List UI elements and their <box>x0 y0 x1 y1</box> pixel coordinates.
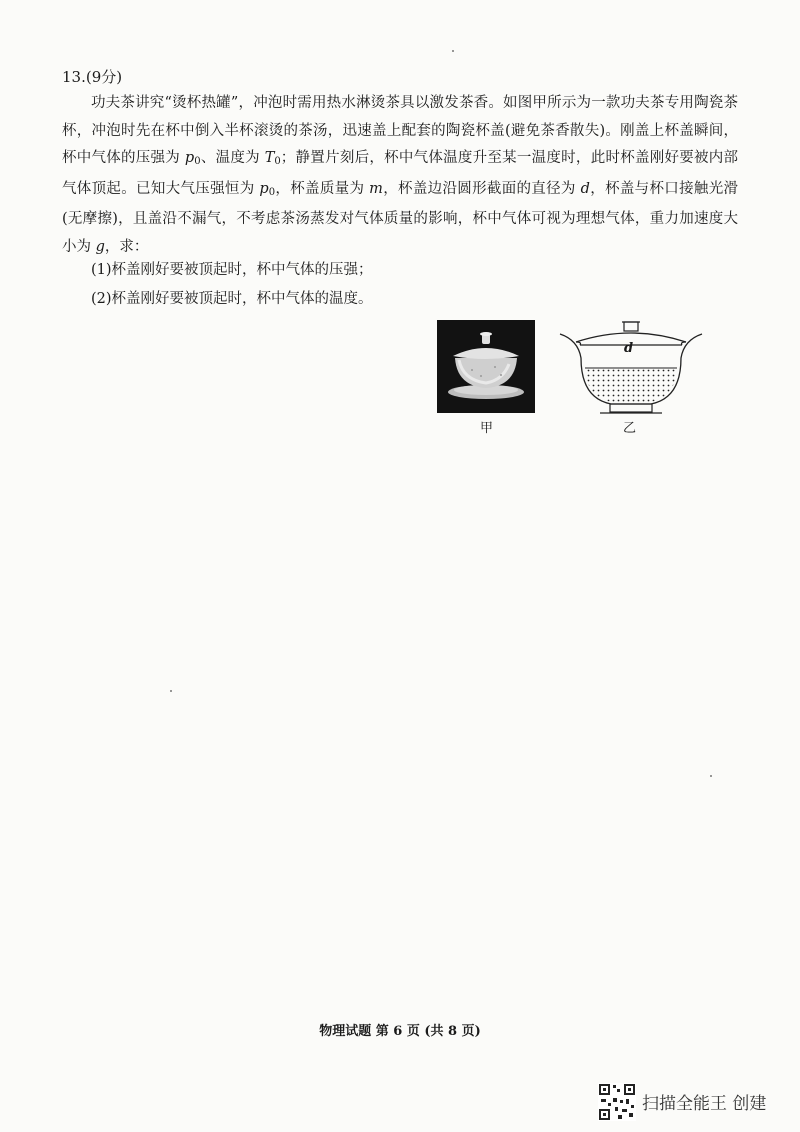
stem-text: ，杯盖质量为 <box>275 180 370 197</box>
stem-text: ，杯盖与杯口接触光滑(无摩擦)，且盖沿不漏气，不考虑茶汤蒸发对气体质量的影响，杯中气体可视为理想气体，重力加速度大小为 <box>62 180 739 255</box>
qr-code-icon <box>598 1083 636 1121</box>
stem-variable: g <box>95 238 105 255</box>
stem-variable: T <box>264 150 275 166</box>
scanner-watermark: 扫描全能王 创建 <box>642 1094 767 1114</box>
figure-photo <box>437 320 535 413</box>
stem-variable: p <box>259 180 269 197</box>
stem-subscript: 0 <box>194 156 201 167</box>
stem-variable: m <box>369 180 383 197</box>
figure-photo-caption: 甲 <box>480 421 494 436</box>
scan-speck <box>452 50 454 52</box>
sub-question-1: (1)杯盖刚好要被顶起时，杯中气体的压强； <box>91 262 373 278</box>
stem-text: ；静置片刻后，杯中气体温度升至某一温度时，此时杯盖刚好要被内部气体顶起。已知大气压强恒为 <box>62 150 739 197</box>
diagram-label-d: d <box>624 341 634 356</box>
stem-subscript: 0 <box>268 186 276 198</box>
stem-text: ，求： <box>104 238 149 255</box>
sub-question-2: (2)杯盖刚好要被顶起时，杯中气体的温度。 <box>91 291 373 307</box>
stem-variable: p <box>184 150 195 166</box>
stem-variable: d <box>580 180 590 197</box>
stem-text: 功夫茶讲究“烫杯热罐”，冲泡时需用热水淋烫茶具以激发茶香。如图甲所示为一款功夫茶专用陶瓷茶杯，冲泡时先在杯中倒入半杯滚烫的茶汤，迅速盖上配套的陶瓷杯盖(避免茶香散失)。刚盖上杯盖瞬间，杯中气体的压强为 <box>62 95 738 166</box>
stem-text: 、温度为 <box>200 150 265 166</box>
page-footer: 物理试题 第 6 页 (共 8 页) <box>319 1024 481 1039</box>
figure-diagram-caption: 乙 <box>623 421 637 436</box>
question-number: 13.(9分) <box>62 68 123 86</box>
figure-diagram <box>556 318 706 416</box>
question-stem <box>62 90 738 261</box>
stem-text: ，杯盖边沿圆形截面的直径为 <box>382 180 581 197</box>
scan-speck <box>170 690 172 692</box>
scan-speck <box>710 775 712 777</box>
stem-subscript: 0 <box>274 156 281 167</box>
